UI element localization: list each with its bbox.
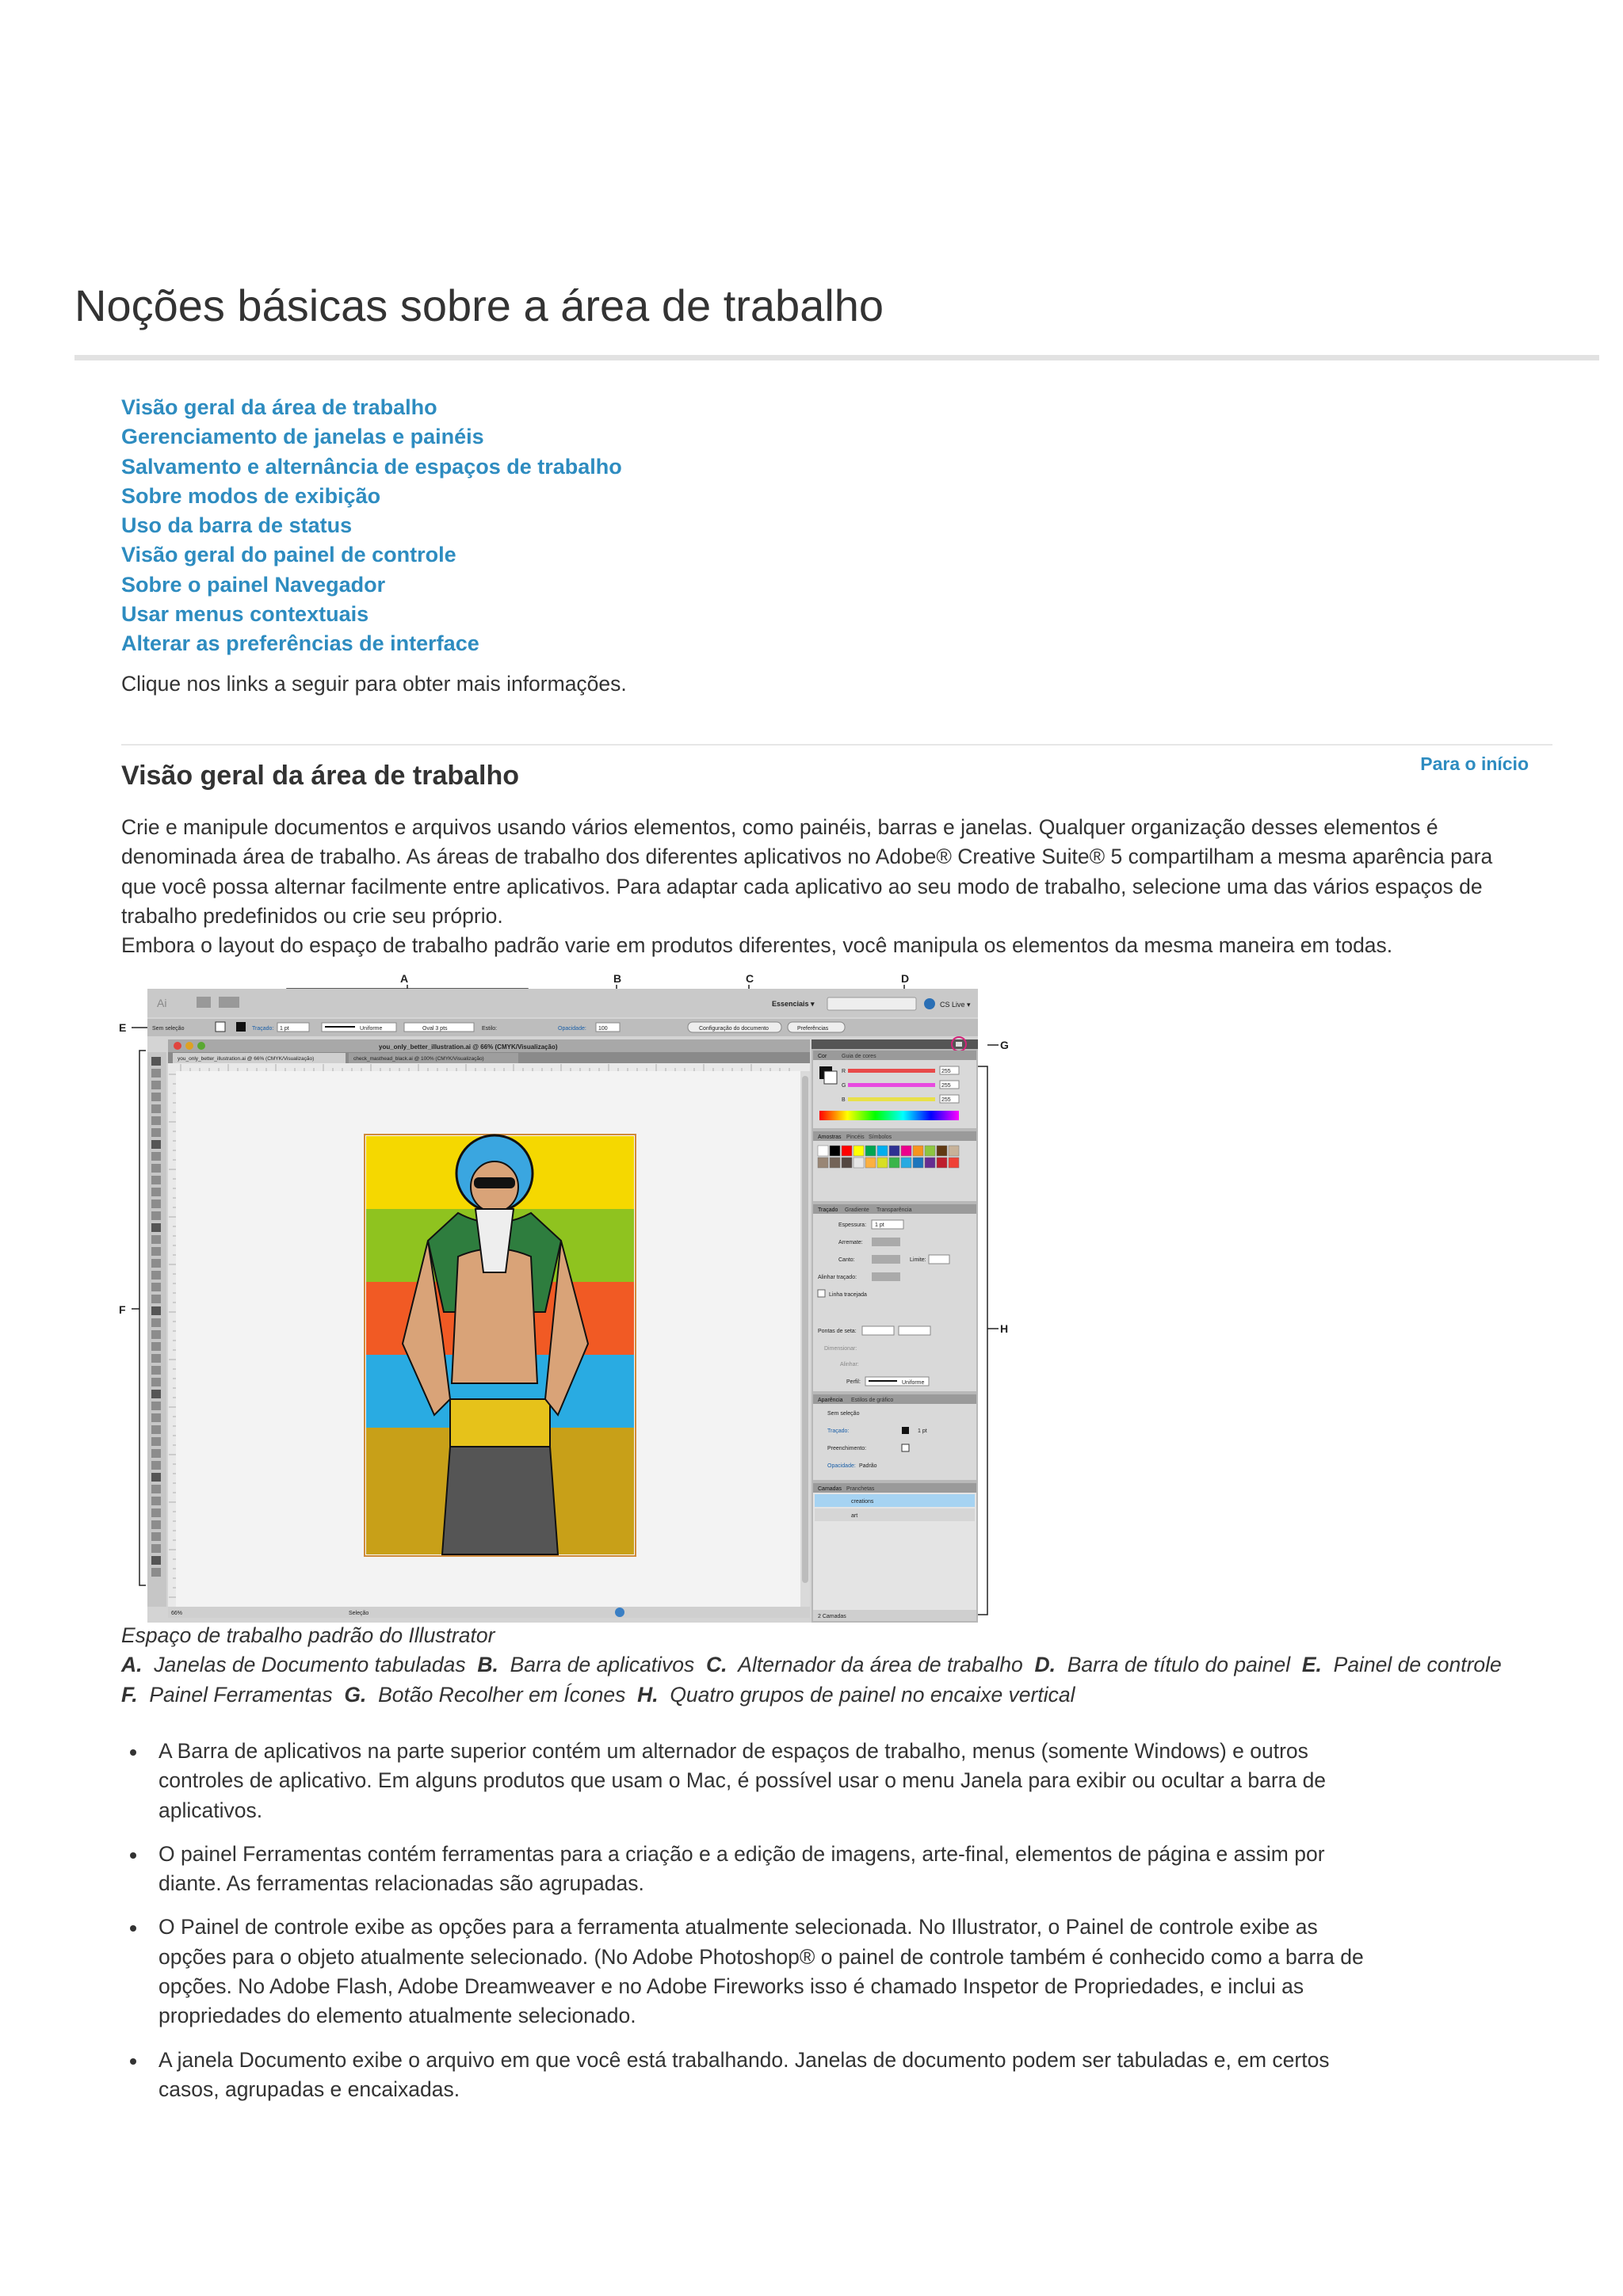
cslive-icon bbox=[924, 998, 935, 1009]
back-to-top-link[interactable]: Para o início bbox=[1420, 753, 1529, 774]
section-title: Visão geral da área de trabalho bbox=[121, 761, 520, 791]
status-scroll-knob[interactable] bbox=[615, 1608, 624, 1617]
appearance-stroke-swatch[interactable] bbox=[902, 1427, 909, 1434]
stroke-cap-label: Arremate: bbox=[838, 1240, 863, 1245]
callout-label-g: G bbox=[1000, 1039, 1009, 1051]
stroke-limit-label: Limite: bbox=[910, 1257, 926, 1263]
control-oval: Oval 3 pts bbox=[422, 1026, 448, 1032]
caption-key: E. bbox=[1301, 1653, 1322, 1677]
color-r-value[interactable]: 255 bbox=[941, 1069, 951, 1074]
figure-caption bbox=[121, 1621, 1516, 1710]
toc-item bbox=[121, 629, 622, 658]
swatch[interactable] bbox=[889, 1146, 899, 1156]
tool-icon[interactable] bbox=[151, 1390, 161, 1398]
bridge-icon bbox=[197, 997, 211, 1008]
tool-icon[interactable] bbox=[151, 1497, 161, 1505]
fill-color-icon[interactable] bbox=[824, 1071, 837, 1084]
layers-tab[interactable]: Camadas bbox=[818, 1486, 842, 1492]
document-window-title: you_only_better_illustration.ai @ 66% (CMYK/Visualização) bbox=[379, 1043, 558, 1051]
control-stroke-value: 1 pt bbox=[280, 1026, 289, 1032]
control-opacity[interactable]: Opacidade: bbox=[558, 1026, 586, 1032]
callout-label-c: C bbox=[746, 972, 754, 985]
bullet-item-application-bar: A Barra de aplicativos na parte superior contém um alternador de espaços de trabalho, menus (somente Windows) e outros controles de aplicativo. Em alguns produtos que usam o Mac, é possível usar o menu Janela para exibir ou ocultar a barra de aplicativos. bbox=[121, 1737, 1389, 1825]
tool-icon[interactable] bbox=[151, 1330, 161, 1339]
tool-icon[interactable] bbox=[151, 1413, 161, 1422]
tool-icon[interactable] bbox=[151, 1402, 161, 1410]
appearance-fill[interactable]: Preenchimento: bbox=[827, 1446, 867, 1451]
callout-label-d: D bbox=[901, 972, 910, 985]
caption-key: G. bbox=[344, 1682, 367, 1707]
bullet-list bbox=[121, 1737, 1389, 2119]
tool-icon[interactable] bbox=[151, 1069, 161, 1077]
section-paragraph-2: Embora o layout do espaço de trabalho padrão varie em produtos diferentes, você manipula os elementos da mesma maneira em todas. bbox=[121, 933, 1393, 957]
appearance-opacity-value: Padrão bbox=[859, 1463, 877, 1469]
section-paragraph-1: Crie e manipule documentos e arquivos usando vários elementos, como painéis, barras e janelas. Qualquer organização desses elementos é denominada área de trabalho. As áreas de trabalho dos diferentes aplicativos no Adobe® Creative Suite® 5 compartilham a mesma aparência para que você possa alternar facilmente entre aplicativos. Para adaptar cada aplicativo ao seu modo de trabalho, selecione uma das vários espaços de trabalho predefinidos ou crie seu próprio. bbox=[121, 815, 1493, 928]
bullet-item-control-panel: O Painel de controle exibe as opções para a ferramenta atualmente selecionada. No Illustrator, o Painel de controle exibe as opções para o objeto atualmente selecionado. (No Adobe Photoshop® o painel de controle também é conhecido como a barra de opções. No Adobe Flash, Adobe Dreamweaver e no Adobe Fireworks isso é chamado Inspetor de Propriedades, e inclui as propriedades do elemento atualmente selecionado. bbox=[121, 1913, 1389, 2031]
doc-setup-label: Configuração do documento bbox=[699, 1026, 769, 1032]
tool-icon[interactable] bbox=[151, 1211, 161, 1220]
cap-buttons[interactable] bbox=[872, 1238, 900, 1246]
layer-1-name: creations bbox=[851, 1499, 874, 1505]
tool-icon[interactable] bbox=[151, 1378, 161, 1386]
arrowhead-end-select[interactable] bbox=[899, 1326, 930, 1335]
toc-item bbox=[121, 452, 622, 482]
callout-label-e: E bbox=[119, 1021, 127, 1034]
tool-icon[interactable] bbox=[151, 1176, 161, 1184]
swatch[interactable] bbox=[830, 1146, 840, 1156]
limit-field[interactable] bbox=[929, 1255, 949, 1264]
tool-icon[interactable] bbox=[151, 1342, 161, 1351]
tool-icon[interactable] bbox=[151, 1081, 161, 1089]
color-b-value[interactable]: 255 bbox=[941, 1097, 951, 1103]
toc-item bbox=[121, 422, 622, 452]
control-stroke-label[interactable]: Traçado: bbox=[252, 1026, 274, 1032]
swatches-tab[interactable]: Amostras bbox=[818, 1135, 842, 1140]
toc-link-workspace-overview[interactable]: Visão geral da área de trabalho bbox=[121, 395, 437, 419]
tool-icon[interactable] bbox=[151, 1104, 161, 1113]
tool-icon[interactable] bbox=[151, 1306, 161, 1315]
swatch[interactable] bbox=[937, 1158, 947, 1168]
tool-icon[interactable] bbox=[151, 1449, 161, 1458]
caption-key: C. bbox=[706, 1653, 727, 1677]
preferences-label: Preferências bbox=[797, 1026, 829, 1032]
color-panel-tabs bbox=[813, 1051, 976, 1060]
tool-icon[interactable] bbox=[151, 1283, 161, 1291]
toc-item bbox=[121, 600, 622, 629]
swatch[interactable] bbox=[901, 1146, 911, 1156]
cslive-menu[interactable]: CS Live ▾ bbox=[940, 1001, 971, 1009]
layer-row-1[interactable] bbox=[815, 1494, 975, 1507]
swatch[interactable] bbox=[913, 1158, 923, 1168]
toc-link-navigator[interactable]: Sobre o painel Navegador bbox=[121, 572, 386, 597]
control-uniform: Uniforme bbox=[360, 1026, 383, 1032]
zoom-window-icon[interactable] bbox=[197, 1042, 205, 1050]
color-guide-tab[interactable]: Guia de cores bbox=[842, 1054, 876, 1059]
toc-item bbox=[121, 482, 622, 511]
swatch[interactable] bbox=[913, 1146, 923, 1156]
color-g-value[interactable]: 255 bbox=[941, 1083, 951, 1089]
fill-swatch[interactable] bbox=[216, 1022, 225, 1032]
ai-logo-icon: Ai bbox=[157, 997, 167, 1009]
tool-icon[interactable] bbox=[151, 1271, 161, 1280]
caption-key: A. bbox=[121, 1653, 143, 1677]
status-bar bbox=[168, 1607, 810, 1618]
align-buttons[interactable] bbox=[872, 1272, 900, 1281]
callout-label-h: H bbox=[1000, 1322, 1009, 1335]
tool-icon[interactable] bbox=[151, 1473, 161, 1482]
arrange-icon bbox=[219, 997, 239, 1008]
swatch[interactable] bbox=[877, 1158, 888, 1168]
tool-icon[interactable] bbox=[151, 1366, 161, 1375]
caption-text: Botão Recolher em Ícones bbox=[378, 1682, 626, 1707]
corner-buttons[interactable] bbox=[872, 1255, 900, 1264]
swatch[interactable] bbox=[854, 1158, 864, 1168]
svg-text:G: G bbox=[842, 1083, 846, 1089]
tool-icon[interactable] bbox=[151, 1116, 161, 1125]
toc-item bbox=[121, 540, 622, 570]
caption-text: Painel Ferramentas bbox=[149, 1682, 333, 1707]
toc-link-manage-windows[interactable]: Gerenciamento de janelas e painéis bbox=[121, 425, 484, 449]
tool-icon[interactable] bbox=[151, 1318, 161, 1327]
appearance-fill-swatch[interactable] bbox=[902, 1444, 909, 1451]
appearance-stroke[interactable]: Traçado: bbox=[827, 1428, 850, 1434]
tool-icon[interactable] bbox=[151, 1568, 161, 1577]
tool-icon[interactable] bbox=[151, 1247, 161, 1256]
layer-2-name: art bbox=[851, 1513, 858, 1519]
title-divider bbox=[74, 355, 1599, 360]
swatch[interactable] bbox=[937, 1146, 947, 1156]
appearance-stroke-value: 1 pt bbox=[918, 1428, 927, 1434]
status-zoom[interactable]: 66% bbox=[171, 1611, 183, 1616]
caption-key: B. bbox=[477, 1653, 498, 1677]
stroke-profile-label: Perfil: bbox=[846, 1379, 861, 1385]
swatch[interactable] bbox=[842, 1158, 852, 1168]
document-tab-1-label: you_only_better_illustration.ai @ 66% (CMYK/Visualização) bbox=[178, 1056, 315, 1062]
horizontal-ruler bbox=[168, 1063, 810, 1071]
minimize-window-icon[interactable] bbox=[185, 1042, 193, 1050]
stroke-weight-label: Espessura: bbox=[838, 1222, 867, 1228]
tool-icon[interactable] bbox=[151, 1140, 161, 1149]
tool-icon[interactable] bbox=[151, 1485, 161, 1493]
caption-text: Janelas de Documento tabuladas bbox=[154, 1653, 466, 1677]
swatch[interactable] bbox=[830, 1158, 840, 1168]
bullet-item-tools-panel: O painel Ferramentas contém ferramentas para a criação e a edição de imagens, arte-final, elementos de página e assim por diante. As ferramentas relacionadas são agrupadas. bbox=[121, 1840, 1389, 1899]
swatch[interactable] bbox=[818, 1146, 828, 1156]
tool-icon[interactable] bbox=[151, 1199, 161, 1208]
control-opacity-value: 100 bbox=[598, 1026, 608, 1032]
caption-key: D. bbox=[1034, 1653, 1056, 1677]
tool-icon[interactable] bbox=[151, 1532, 161, 1541]
page-title: Noções básicas sobre a área de trabalho bbox=[74, 280, 884, 330]
caption-key: F. bbox=[121, 1682, 138, 1707]
callout-label-b: B bbox=[613, 972, 622, 985]
appearance-opacity[interactable]: Opacidade: bbox=[827, 1463, 856, 1469]
graphic-styles-tab[interactable]: Estilos de gráfico bbox=[851, 1398, 894, 1403]
workspace-switcher[interactable]: Essenciais ▾ bbox=[772, 1000, 815, 1008]
tool-icon[interactable] bbox=[151, 1295, 161, 1303]
swatch[interactable] bbox=[842, 1146, 852, 1156]
toc-item bbox=[121, 511, 622, 540]
close-window-icon[interactable] bbox=[174, 1042, 181, 1050]
svg-text:B: B bbox=[842, 1097, 846, 1103]
transparency-tab[interactable]: Transparência bbox=[876, 1207, 912, 1213]
tool-icon[interactable] bbox=[151, 1556, 161, 1565]
stroke-corner-label: Canto: bbox=[838, 1257, 855, 1263]
swatch[interactable] bbox=[854, 1146, 864, 1156]
tool-icon[interactable] bbox=[151, 1520, 161, 1529]
tool-icon[interactable] bbox=[151, 1223, 161, 1232]
scroll-thumb[interactable] bbox=[802, 1076, 808, 1583]
figure-caption-title: Espaço de trabalho padrão do Illustrator bbox=[121, 1623, 495, 1647]
artwork bbox=[365, 1135, 636, 1556]
tool-icon[interactable] bbox=[151, 1188, 161, 1196]
tool-icon[interactable] bbox=[151, 1437, 161, 1446]
swatch[interactable] bbox=[925, 1146, 935, 1156]
swatch[interactable] bbox=[877, 1146, 888, 1156]
tool-icon[interactable] bbox=[151, 1354, 161, 1363]
stroke-weight-field-value: 1 pt bbox=[875, 1222, 884, 1228]
search-input[interactable] bbox=[827, 997, 916, 1010]
appearance-no-selection: Sem seleção bbox=[827, 1411, 860, 1417]
red-slider[interactable] bbox=[848, 1069, 935, 1073]
layer-row-2[interactable] bbox=[815, 1508, 975, 1521]
dashed-line-checkbox[interactable] bbox=[818, 1290, 825, 1297]
swatch[interactable] bbox=[818, 1158, 828, 1168]
appearance-tab[interactable]: Aparência bbox=[818, 1398, 843, 1403]
toc-link-save-workspaces[interactable]: Salvamento e alternância de espaços de trabalho bbox=[121, 454, 622, 479]
intro-text: Clique nos links a seguir para obter mais informações. bbox=[121, 672, 627, 696]
stroke-align-label: Alinhar traçado: bbox=[818, 1275, 857, 1280]
brushes-tab[interactable]: Pincéis bbox=[846, 1135, 865, 1140]
blue-slider[interactable] bbox=[848, 1097, 935, 1101]
stroke-dashed-label: Linha tracejada bbox=[829, 1292, 867, 1298]
toc-item bbox=[121, 570, 622, 600]
tool-icon[interactable] bbox=[151, 1128, 161, 1137]
toc-link-status-bar[interactable]: Uso da barra de status bbox=[121, 513, 353, 538]
vertical-ruler bbox=[168, 1071, 176, 1607]
tool-icon[interactable] bbox=[151, 1259, 161, 1268]
swatch[interactable] bbox=[901, 1158, 911, 1168]
toc-link-context-menus[interactable]: Usar menus contextuais bbox=[121, 602, 369, 627]
toc-link-display-modes[interactable]: Sobre modos de exibição bbox=[121, 483, 381, 508]
green-slider[interactable] bbox=[848, 1083, 935, 1087]
status-selection[interactable]: Seleção bbox=[349, 1611, 369, 1616]
caption-text: Barra de título do painel bbox=[1067, 1653, 1291, 1677]
caption-text: Alternador da área de trabalho bbox=[738, 1653, 1023, 1677]
control-style[interactable]: Estilo: bbox=[482, 1026, 498, 1032]
swatch[interactable] bbox=[949, 1146, 959, 1156]
table-of-contents bbox=[121, 393, 622, 659]
toc-link-interface-prefs[interactable]: Alterar as preferências de interface bbox=[121, 631, 479, 656]
document-tab-2-label: check_masthead_black.ai @ 100% (CMYK/Visualização) bbox=[353, 1056, 484, 1062]
color-spectrum[interactable] bbox=[819, 1111, 959, 1120]
callout-label-f: F bbox=[119, 1303, 126, 1316]
callout-label-a: A bbox=[400, 972, 409, 985]
stroke-align2-label: Alinhar: bbox=[840, 1362, 859, 1367]
arrowhead-start-select[interactable] bbox=[862, 1326, 894, 1335]
symbols-tab[interactable]: Símbolos bbox=[869, 1135, 892, 1140]
tool-icon[interactable] bbox=[151, 1152, 161, 1161]
bullet-item-document-window: A janela Documento exibe o arquivo em que você está trabalhando. Janelas de documento podem ser tabuladas e, em certos casos, agrupadas e encaixadas. bbox=[121, 2046, 1389, 2105]
swatch[interactable] bbox=[865, 1158, 876, 1168]
stroke-tab[interactable]: Traçado bbox=[818, 1207, 838, 1213]
tool-icon[interactable] bbox=[151, 1093, 161, 1101]
swatch[interactable] bbox=[925, 1158, 935, 1168]
tool-icon[interactable] bbox=[151, 1508, 161, 1517]
swatch[interactable] bbox=[865, 1146, 876, 1156]
tool-icon[interactable] bbox=[151, 1544, 161, 1553]
color-tab[interactable]: Cor bbox=[818, 1054, 827, 1059]
gradient-tab[interactable]: Gradiente bbox=[845, 1207, 869, 1213]
illustrator-workspace-figure bbox=[117, 971, 1024, 1623]
swatch[interactable] bbox=[949, 1158, 959, 1168]
tool-icon[interactable] bbox=[151, 1057, 161, 1066]
toc-link-control-panel[interactable]: Visão geral do painel de controle bbox=[121, 543, 456, 567]
caption-text: Quatro grupos de painel no encaixe vertical bbox=[670, 1682, 1075, 1707]
section-divider bbox=[121, 744, 1552, 746]
stroke-swatch[interactable] bbox=[236, 1022, 246, 1032]
stroke-scale-label: Dimensionar: bbox=[824, 1346, 857, 1352]
caption-text: Barra de aplicativos bbox=[510, 1653, 695, 1677]
caption-text: Painel de controle bbox=[1333, 1653, 1502, 1677]
control-no-selection: Sem seleção bbox=[152, 1026, 185, 1032]
tool-icon[interactable] bbox=[151, 1235, 161, 1244]
caption-key: H. bbox=[637, 1682, 659, 1707]
collapse-to-icons-button[interactable] bbox=[956, 1042, 962, 1047]
tool-icon[interactable] bbox=[151, 1164, 161, 1173]
toc-item bbox=[121, 393, 622, 422]
tool-icon[interactable] bbox=[151, 1425, 161, 1434]
layers-count: 2 Camadas bbox=[818, 1614, 846, 1619]
stroke-profile-value: Uniforme bbox=[902, 1380, 925, 1386]
stroke-arrowheads-label: Pontas de seta: bbox=[818, 1329, 857, 1334]
tool-icon[interactable] bbox=[151, 1461, 161, 1470]
swatch[interactable] bbox=[889, 1158, 899, 1168]
svg-text:R: R bbox=[842, 1069, 846, 1074]
artboards-tab[interactable]: Pranchetas bbox=[846, 1486, 875, 1492]
